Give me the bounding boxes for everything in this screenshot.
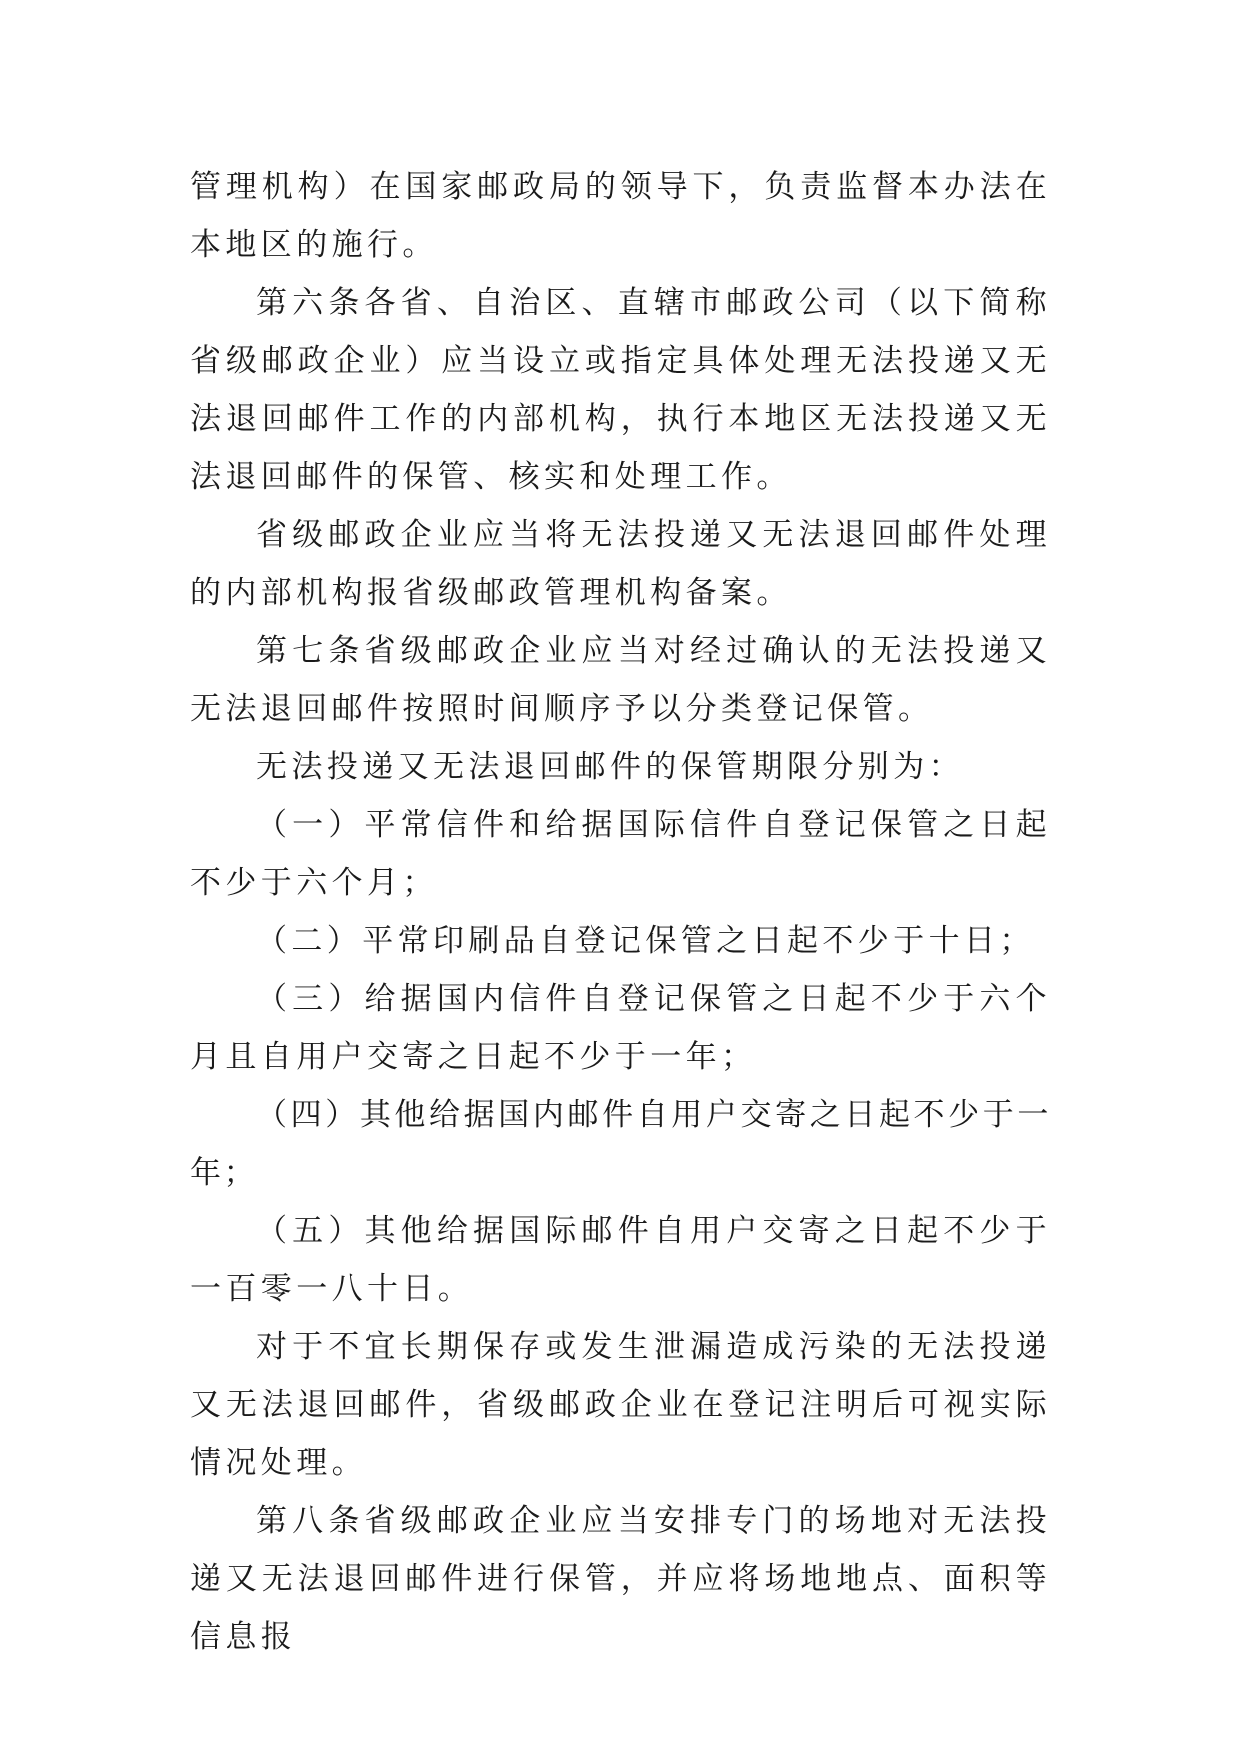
paragraph-retention-periods-intro: 无法投递又无法退回邮件的保管期限分别为： [256, 749, 964, 785]
paragraph-article-7: 第七条省级邮政企业应当对经过确认的无法投递又无法退回邮件按照时间顺序予以分类登记保管。 [190, 633, 1051, 727]
paragraph-article-6: 第六条各省、自治区、直辖市邮政公司（以下简称省级邮政企业）应当设立或指定具体处理无法投递又无法退回邮件工作的内部机构，执行本地区无法投递又无法退回邮件的保管、核实和处理工作。 [190, 285, 1051, 495]
list-item-1: （一）平常信件和给据国际信件自登记保管之日起不少于六个月； [190, 807, 1051, 901]
list-item-3: （三）给据国内信件自登记保管之日起不少于六个月且自用户交寄之日起不少于一年； [190, 981, 1051, 1075]
paragraph-continuation: 管理机构）在国家邮政局的领导下，负责监督本办法在本地区的施行。 [190, 169, 1051, 263]
list-item-5: （五）其他给据国际邮件自用户交寄之日起不少于一百零一八十日。 [190, 1213, 1051, 1307]
list-item-4: （四）其他给据国内邮件自用户交寄之日起不少于一年； [190, 1097, 1051, 1191]
document-body [190, 158, 1051, 1666]
paragraph-article-6-filing: 省级邮政企业应当将无法投递又无法退回邮件处理的内部机构报省级邮政管理机构备案。 [190, 517, 1051, 611]
paragraph-article-8: 第八条省级邮政企业应当安排专门的场地对无法投递又无法退回邮件进行保管，并应将场地地点、面积等信息报 [190, 1503, 1051, 1655]
list-item-2: （二）平常印刷品自登记保管之日起不少于十日； [256, 923, 1035, 959]
paragraph-perishable-items: 对于不宜长期保存或发生泄漏造成污染的无法投递又无法退回邮件，省级邮政企业在登记注明后可视实际情况处理。 [190, 1329, 1051, 1481]
